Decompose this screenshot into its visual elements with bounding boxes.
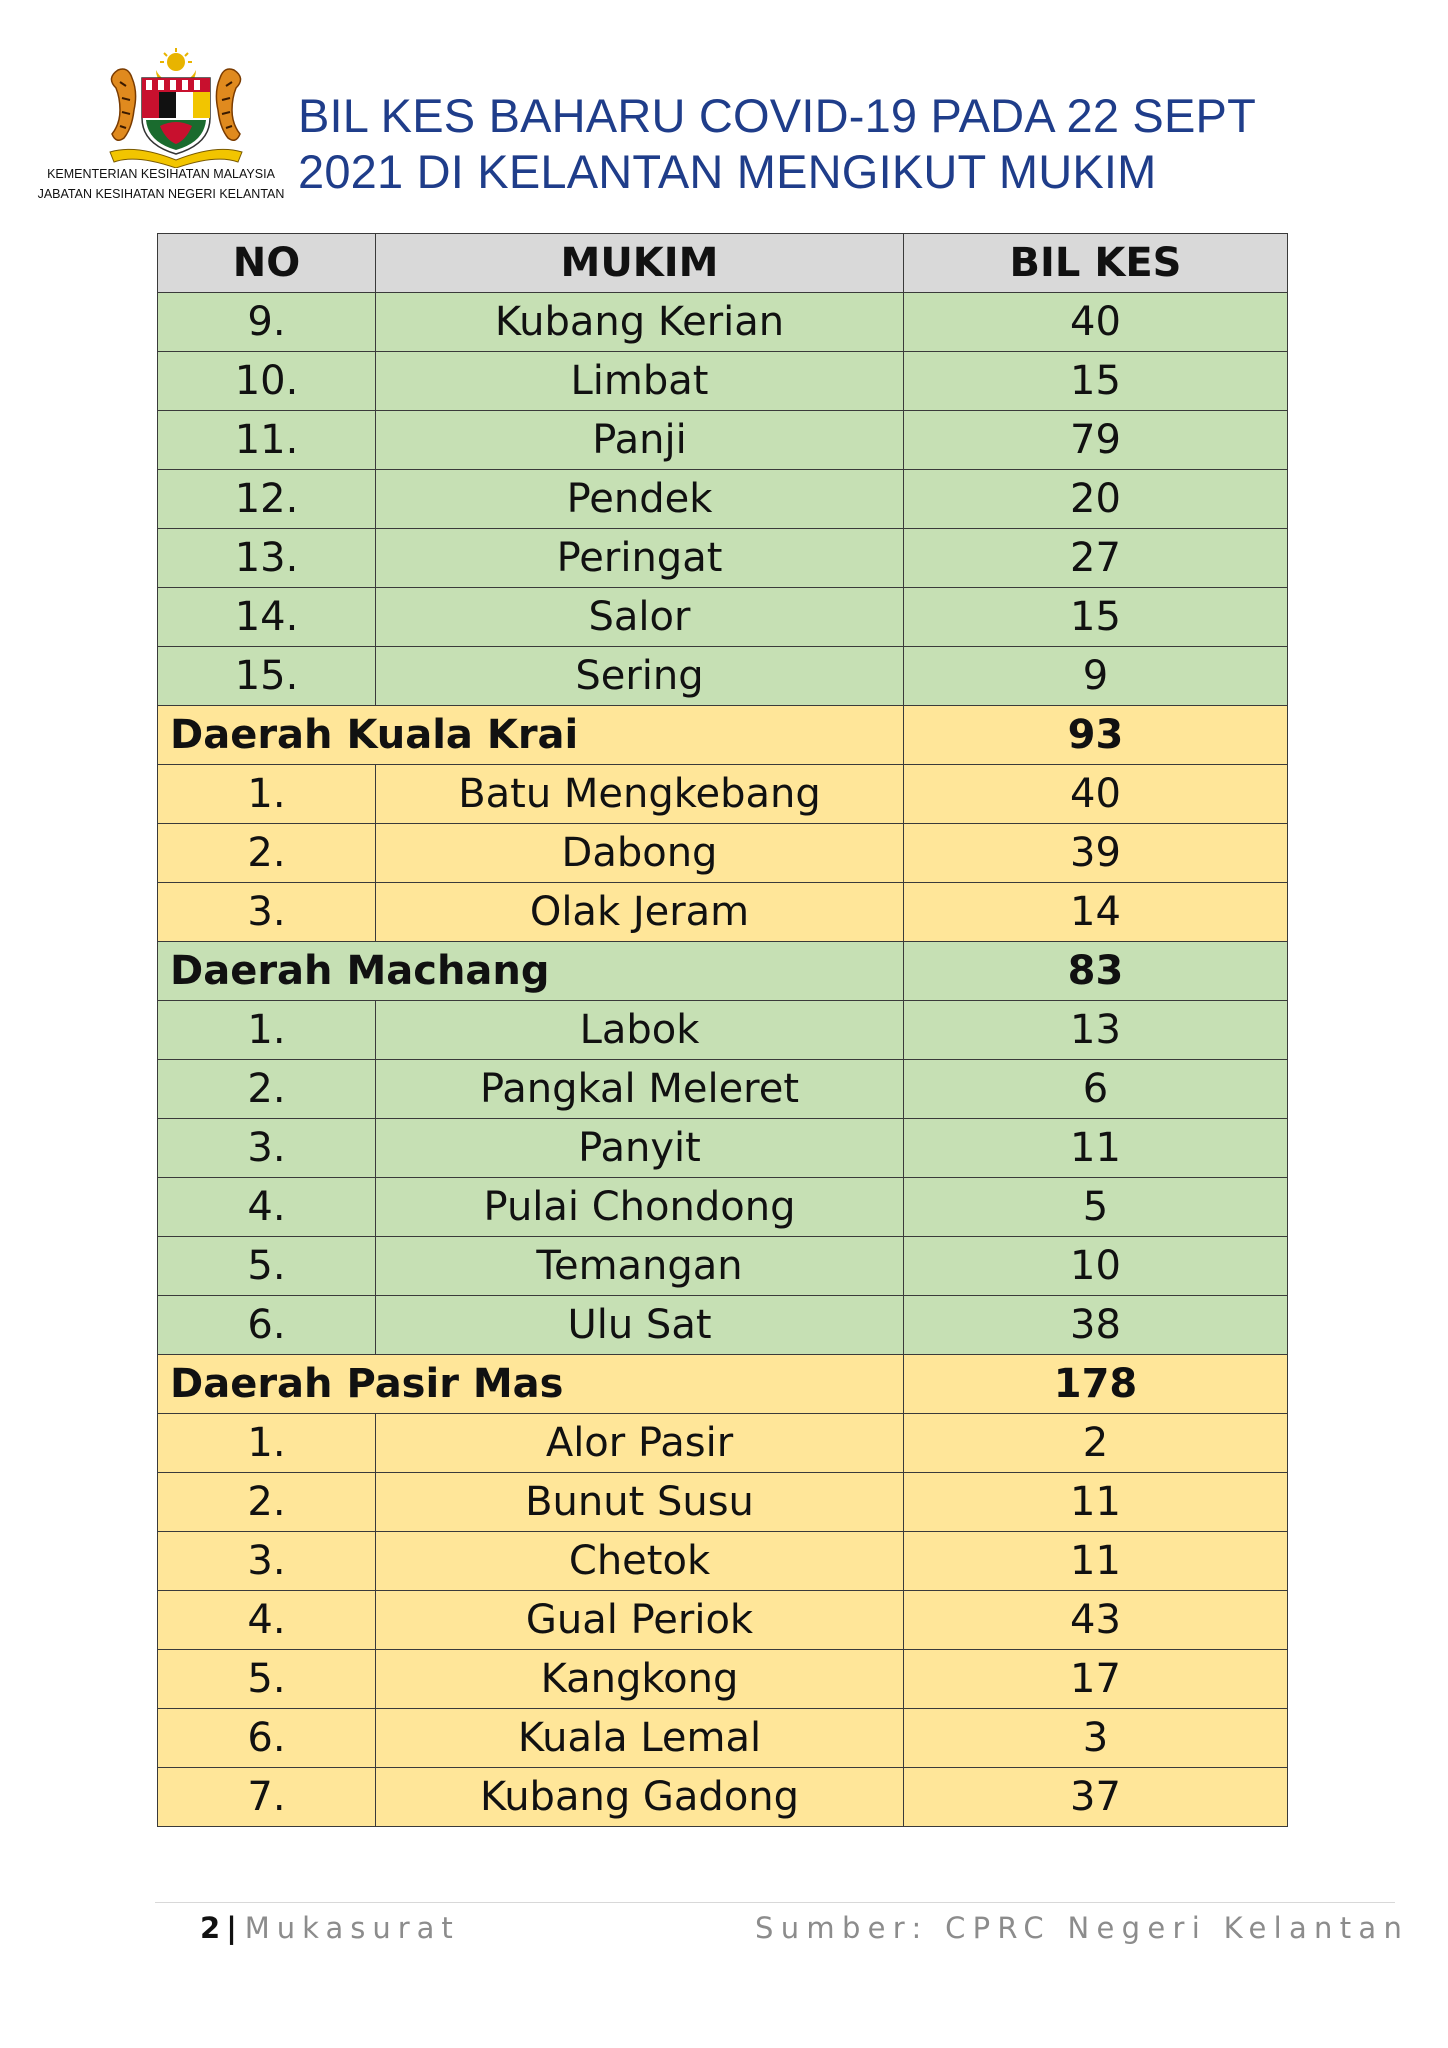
case-count: 37 (904, 1768, 1288, 1827)
case-count: 11 (904, 1473, 1288, 1532)
case-count: 6 (904, 1060, 1288, 1119)
mukim-name: Kangkong (376, 1650, 904, 1709)
table-row (158, 1237, 1288, 1296)
table-row (158, 1060, 1288, 1119)
mukim-name: Chetok (376, 1532, 904, 1591)
table-row (158, 1119, 1288, 1178)
table-row (158, 293, 1288, 352)
row-number: 1. (158, 1001, 376, 1060)
district-total: 178 (904, 1355, 1288, 1414)
column-header-mukim: MUKIM (376, 234, 904, 293)
table-row (158, 588, 1288, 647)
case-count: 17 (904, 1650, 1288, 1709)
row-number: 9. (158, 293, 376, 352)
table-row (158, 352, 1288, 411)
page-number: 2 (200, 1911, 221, 1945)
district-total: 83 (904, 942, 1288, 1001)
column-header-bil-kes: BIL KES (904, 234, 1288, 293)
table-row (158, 1296, 1288, 1355)
column-header-no: NO (158, 234, 376, 293)
source-note: Sumber: CPRC Negeri Kelantan (755, 1911, 1410, 1945)
mukim-name: Kuala Lemal (376, 1709, 904, 1768)
case-count: 27 (904, 529, 1288, 588)
table-row (158, 765, 1288, 824)
district-row (158, 1355, 1288, 1414)
row-number: 4. (158, 1591, 376, 1650)
table-header-row (158, 234, 1288, 293)
row-number: 3. (158, 883, 376, 942)
row-number: 1. (158, 765, 376, 824)
case-count: 39 (904, 824, 1288, 883)
row-number: 1. (158, 1414, 376, 1473)
row-number: 6. (158, 1709, 376, 1768)
mukim-name: Limbat (376, 352, 904, 411)
case-count: 38 (904, 1296, 1288, 1355)
mukim-name: Batu Mengkebang (376, 765, 904, 824)
row-number: 5. (158, 1237, 376, 1296)
district-name: Daerah Machang (158, 942, 904, 1001)
mukim-name: Pangkal Meleret (376, 1060, 904, 1119)
case-count: 43 (904, 1591, 1288, 1650)
case-count: 10 (904, 1237, 1288, 1296)
title-line-2: 2021 DI KELANTAN MENGIKUT MUKIM (298, 145, 1157, 198)
case-count: 11 (904, 1532, 1288, 1591)
table-row (158, 1473, 1288, 1532)
row-number: 2. (158, 1473, 376, 1532)
case-count: 13 (904, 1001, 1288, 1060)
table-row (158, 883, 1288, 942)
row-number: 2. (158, 824, 376, 883)
case-count: 11 (904, 1119, 1288, 1178)
title-line-1: BIL KES BAHARU COVID-19 PADA 22 SEPT (298, 89, 1256, 142)
row-number: 12. (158, 470, 376, 529)
table-row (158, 1414, 1288, 1473)
table-row (158, 411, 1288, 470)
page-label: Mukasurat (244, 1911, 460, 1945)
mukim-name: Ulu Sat (376, 1296, 904, 1355)
case-count: 79 (904, 411, 1288, 470)
district-row (158, 706, 1288, 765)
row-number: 10. (158, 352, 376, 411)
table-row (158, 1178, 1288, 1237)
page-footer-left (200, 1908, 460, 1948)
mukim-name: Alor Pasir (376, 1414, 904, 1473)
case-count: 9 (904, 647, 1288, 706)
row-number: 14. (158, 588, 376, 647)
mukim-name: Pulai Chondong (376, 1178, 904, 1237)
table-row (158, 1591, 1288, 1650)
row-number: 7. (158, 1768, 376, 1827)
mukim-name: Sering (376, 647, 904, 706)
case-count: 40 (904, 293, 1288, 352)
row-number: 3. (158, 1532, 376, 1591)
case-count: 20 (904, 470, 1288, 529)
row-number: 5. (158, 1650, 376, 1709)
ministry-line-1: KEMENTERIAN KESIHATAN MALAYSIA (47, 167, 275, 181)
footer-divider (155, 1902, 1395, 1903)
table-row (158, 824, 1288, 883)
row-number: 11. (158, 411, 376, 470)
case-count: 3 (904, 1709, 1288, 1768)
table-body (158, 293, 1288, 1827)
ministry-name (36, 164, 286, 204)
district-row (158, 942, 1288, 1001)
mukim-name: Peringat (376, 529, 904, 588)
cases-table (157, 233, 1288, 1827)
mukim-name: Kubang Kerian (376, 293, 904, 352)
table-row (158, 1001, 1288, 1060)
mukim-name: Kubang Gadong (376, 1768, 904, 1827)
mukim-name: Labok (376, 1001, 904, 1060)
table-row (158, 1709, 1288, 1768)
table-row (158, 1768, 1288, 1827)
table-row (158, 1532, 1288, 1591)
table-row (158, 1650, 1288, 1709)
case-count: 14 (904, 883, 1288, 942)
table-row (158, 470, 1288, 529)
mukim-name: Salor (376, 588, 904, 647)
mukim-name: Dabong (376, 824, 904, 883)
mukim-name: Olak Jeram (376, 883, 904, 942)
case-count: 15 (904, 588, 1288, 647)
mukim-name: Bunut Susu (376, 1473, 904, 1532)
table-row (158, 647, 1288, 706)
district-total: 93 (904, 706, 1288, 765)
mukim-name: Pendek (376, 470, 904, 529)
case-count: 40 (904, 765, 1288, 824)
mukim-name: Panyit (376, 1119, 904, 1178)
mukim-name: Temangan (376, 1237, 904, 1296)
case-count: 15 (904, 352, 1288, 411)
row-number: 13. (158, 529, 376, 588)
mukim-name: Panji (376, 411, 904, 470)
ministry-line-2: JABATAN KESIHATAN NEGERI KELANTAN (37, 187, 285, 201)
row-number: 15. (158, 647, 376, 706)
row-number: 3. (158, 1119, 376, 1178)
mukim-name: Gual Periok (376, 1591, 904, 1650)
district-name: Daerah Pasir Mas (158, 1355, 904, 1414)
district-name: Daerah Kuala Krai (158, 706, 904, 765)
coat-of-arms-icon (76, 48, 276, 168)
case-count: 5 (904, 1178, 1288, 1237)
page-title (298, 88, 1338, 200)
case-count: 2 (904, 1414, 1288, 1473)
row-number: 2. (158, 1060, 376, 1119)
row-number: 4. (158, 1178, 376, 1237)
table-row (158, 529, 1288, 588)
row-number: 6. (158, 1296, 376, 1355)
footer-separator: | (226, 1911, 237, 1945)
page-header (36, 48, 1336, 208)
